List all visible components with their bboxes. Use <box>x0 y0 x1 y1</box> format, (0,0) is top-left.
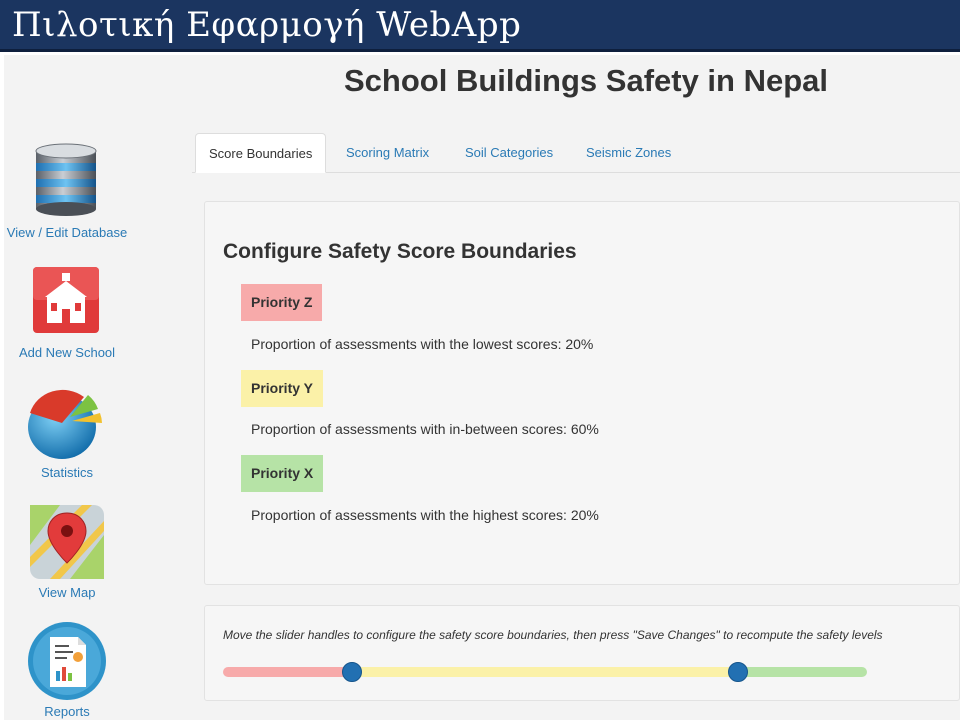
priority-y-badge: Priority Y <box>241 370 323 407</box>
report-document-icon <box>26 621 108 701</box>
slider-segment-priority-y <box>352 667 738 677</box>
slider-handle-upper[interactable] <box>728 662 748 682</box>
sidebar-item-label: Add New School <box>18 345 116 360</box>
priority-x-description: Proportion of assessments with the highest scores: 20% <box>251 507 599 523</box>
panel-heading: Configure Safety Score Boundaries <box>223 240 577 263</box>
title-banner <box>0 0 960 52</box>
sidebar-item-database[interactable] <box>4 143 130 243</box>
sidebar-item-statistics[interactable] <box>4 383 130 483</box>
slider-panel <box>204 605 960 701</box>
slider-segment-priority-z <box>223 667 352 677</box>
sidebar-item-reports[interactable] <box>4 621 130 720</box>
page-title: School Buildings Safety in Nepal <box>344 63 829 98</box>
tab-scoring-matrix[interactable]: Scoring Matrix <box>346 145 430 160</box>
priority-y-description: Proportion of assessments with in-between scores: 60% <box>251 421 599 437</box>
sidebar-item-add-school[interactable] <box>4 265 130 365</box>
school-building-icon <box>33 267 99 333</box>
priority-z-badge: Priority Z <box>241 284 322 321</box>
banner-title: Πιλοτική Εφαρμογή WebApp <box>12 5 522 45</box>
slider-handle-lower[interactable] <box>342 662 362 682</box>
sidebar-item-label: Statistics <box>40 465 93 480</box>
tab-bar <box>192 133 960 173</box>
score-boundaries-panel <box>204 201 960 585</box>
pie-chart-icon <box>26 383 106 461</box>
tab-score-boundaries[interactable]: Score Boundaries <box>195 133 326 173</box>
sidebar-item-label: Reports <box>44 704 90 719</box>
priority-x-badge: Priority X <box>241 455 323 492</box>
sidebar-item-label: View / Edit Database <box>6 225 128 240</box>
slider-segment-priority-x <box>738 667 867 677</box>
slider-instructions: Move the slider handles to configure the safety score boundaries, then press "Save Changes" to recompute the safety levels <box>223 628 883 642</box>
priority-z-description: Proportion of assessments with the lowest scores: 20% <box>251 336 594 352</box>
score-slider[interactable] <box>223 667 867 677</box>
tab-seismic-zones[interactable]: Seismic Zones <box>586 145 672 160</box>
tab-soil-categories[interactable]: Soil Categories <box>465 145 554 160</box>
map-pin-icon <box>30 505 104 579</box>
sidebar-item-map[interactable] <box>4 503 130 603</box>
database-icon <box>34 143 98 217</box>
sidebar-item-label: View Map <box>38 585 96 600</box>
app-window <box>4 55 960 720</box>
